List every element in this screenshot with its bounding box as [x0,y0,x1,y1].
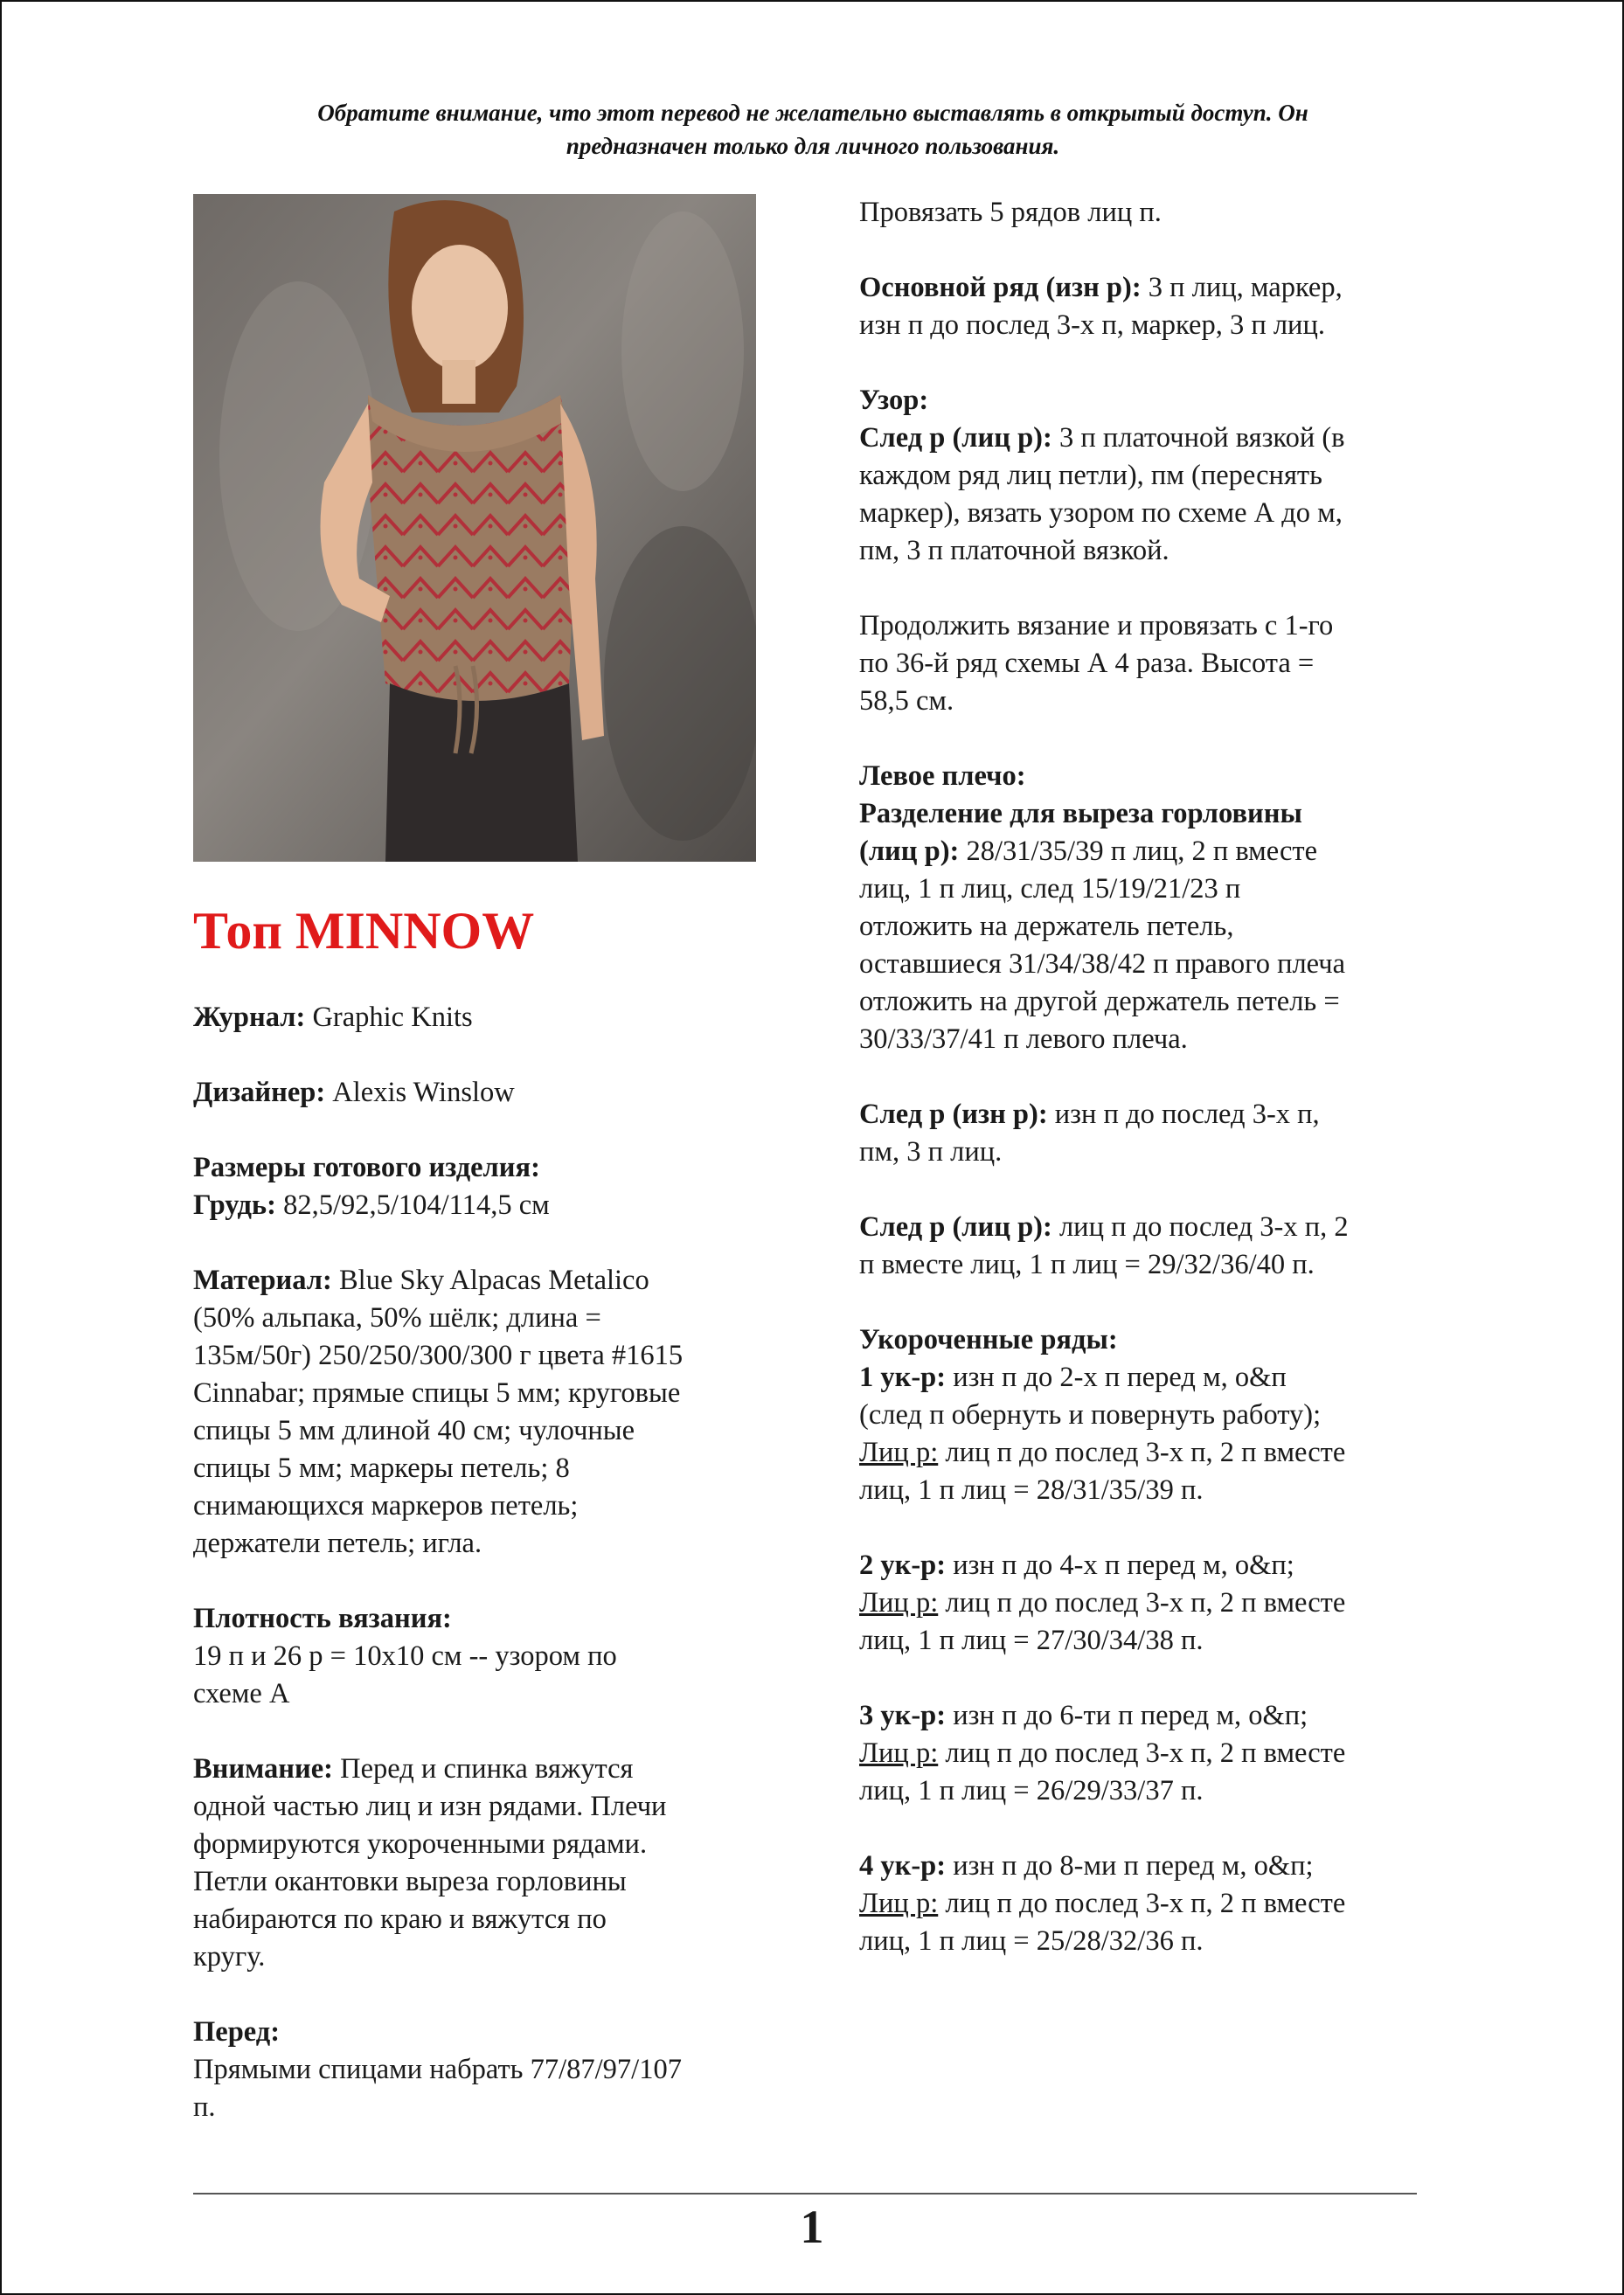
rs-row-underlined-label: Лиц р: [859,1437,939,1468]
sizes-section [193,1149,770,1224]
product-photo [193,194,756,862]
attention-label: Внимание: [193,1753,333,1785]
short-row-result: лиц, 1 п лиц = 25/28/32/36 п. [859,1925,1204,1957]
gauge-line: схеме А [193,1678,290,1709]
continue-section [859,607,1436,720]
short-rows-label: Укороченные ряды: [859,1324,1118,1356]
next-row-label: След р (лиц р): [859,422,1052,454]
attention-line: кругу. [193,1941,266,1973]
front-section [193,2014,770,2126]
front-line: Прямыми спицами набрать 77/87/97/107 [193,2054,682,2085]
material-section [193,1262,770,1563]
designer-label: Дизайнер: [193,1077,326,1108]
front-line: п. [193,2091,216,2123]
short-row-line: изн п до 6-ти п перед м, о&п; [946,1700,1308,1731]
material-line: (50% альпака, 50% шёлк; длина = [193,1302,601,1334]
rs-row-line: лиц п до послед 3-х п, 2 [1051,1211,1349,1243]
next-row-line: 3 п платочной вязкой (в [1051,422,1345,454]
material-line: спицы 5 мм; маркеры петель; 8 [193,1453,570,1484]
short-row-result: лиц, 1 п лиц = 26/29/33/37 п. [859,1775,1204,1806]
magazine-value: Graphic Knits [305,1002,473,1033]
page-number: 1 [800,2201,824,2253]
ws-row-label: След р (изн р): [859,1099,1048,1130]
short-row-2 [859,1547,1436,1660]
left-shoulder-label: Левое плечо: [859,760,1026,792]
left-shoulder-section [859,758,1436,1058]
designer-value: Alexis Winslow [325,1077,515,1108]
page-title: Топ MINNOW [193,902,535,960]
neck-split-line: 30/33/37/41 п левого плеча. [859,1023,1188,1055]
material-line: спицы 5 мм длиной 40 см; чулочные [193,1415,635,1446]
intro-rows [859,194,1436,232]
rs-row-underlined-label: Лиц р: [859,1888,939,1919]
neck-split-line: отложить на другой держатель петель = [859,986,1340,1017]
pattern-section [859,382,1436,570]
rs-row-label: След р (лиц р): [859,1211,1052,1243]
neck-split-label: Разделение для выреза горловины [859,798,1302,829]
continue-line: по 36-й ряд схемы А 4 раза. Высота = [859,648,1315,679]
model-photo-illustration [193,194,756,862]
next-row-line: маркер), вязать узором по схеме А до м, [859,497,1343,529]
short-row-label: 1 ук-р: [859,1362,947,1393]
base-row-line: изн п до послед 3-х п, маркер, 3 п лиц. [859,309,1325,341]
short-row-line: (след п обернуть и повернуть работу); [859,1399,1322,1431]
notice-line: предназначен только для личного пользования. [566,133,1060,159]
continue-line: 58,5 см. [859,685,954,717]
notice-line: Обратите внимание, что этот перевод не желательно выставлять в открытый доступ. Он [317,100,1308,126]
gauge-section [193,1600,770,1713]
attention-section [193,1751,770,1976]
short-row-rs-text: лиц п до послед 3-х п, 2 п вместе [938,1437,1346,1468]
short-row-rs-text: лиц п до послед 3-х п, 2 п вместе [938,1587,1346,1619]
footer-divider [193,2193,1417,2194]
magazine-info [193,999,770,1037]
short-row-4 [859,1848,1436,1960]
chest-value: 82,5/92,5/104/114,5 см [275,1189,550,1221]
gauge-line: 19 п и 26 р = 10х10 см -- узором по [193,1640,617,1672]
short-row-1 [859,1321,1436,1509]
designer-info [193,1074,770,1112]
copyright-notice [157,96,1468,163]
short-row-line: изн п до 2-х п перед м, о&п [946,1362,1287,1393]
base-row-line: 3 п лиц, маркер, [1141,272,1343,303]
attention-line: Перед и спинка вяжутся [333,1753,634,1785]
rs-row-underlined-label: Лиц р: [859,1587,939,1619]
short-row-rs-text: лиц п до послед 3-х п, 2 п вместе [938,1888,1346,1919]
ws-row-section [859,1096,1436,1171]
material-line: Blue Sky Alpacas Metalico [331,1265,649,1296]
short-row-rs-text: лиц п до послед 3-х п, 2 п вместе [938,1737,1346,1769]
material-line: снимающихся маркеров петель; [193,1490,579,1522]
chest-label: Грудь: [193,1189,276,1221]
ws-row-line: пм, 3 п лиц. [859,1136,1003,1168]
short-row-label: 4 ук-р: [859,1850,947,1882]
short-row-line: изн п до 4-х п перед м, о&п; [946,1550,1294,1581]
next-row-line: каждом ряд лиц петли), пм (переснять [859,460,1322,491]
base-row-label: Основной ряд (изн р): [859,272,1142,303]
short-row-result: лиц, 1 п лиц = 27/30/34/38 п. [859,1625,1204,1656]
material-line: 135м/50г) 250/250/300/300 г цвета #1615 [193,1340,684,1371]
sizes-label: Размеры готового изделия: [193,1152,540,1183]
magazine-label: Журнал: [193,1002,306,1033]
short-row-result: лиц, 1 п лиц = 28/31/35/39 п. [859,1474,1204,1506]
neck-split-line: оставшиеся 31/34/38/42 п правого плеча [859,948,1346,980]
rs-row-section [859,1209,1436,1284]
short-row-line: изн п до 8-ми п перед м, о&п; [946,1850,1314,1882]
rs-row-underlined-label: Лиц р: [859,1737,939,1769]
attention-line: набираются по краю и вяжутся по [193,1903,607,1935]
intro-line: Провязать 5 рядов лиц п. [859,197,1162,228]
short-row-label: 3 ук-р: [859,1700,947,1731]
neck-split-line: 28/31/35/39 п лиц, 2 п вместе [959,835,1318,867]
short-row-label: 2 ук-р: [859,1550,947,1581]
neck-split-line: лиц, 1 п лиц, след 15/19/21/23 п [859,873,1241,905]
attention-line: формируются укороченными рядами. [193,1828,648,1860]
ws-row-line: изн п до послед 3-х п, [1047,1099,1320,1130]
material-line: Cinnabar; прямые спицы 5 мм; круговые [193,1377,681,1409]
front-label: Перед: [193,2016,281,2048]
left-column [193,999,770,2164]
next-row-line: пм, 3 п платочной вязкой. [859,535,1169,566]
base-row-section [859,269,1436,344]
attention-line: одной частью лиц и изн рядами. Плечи [193,1791,667,1822]
gauge-label: Плотность вязания: [193,1603,452,1634]
right-column [859,194,1436,1998]
material-line: держатели петель; игла. [193,1528,482,1559]
rs-row-line: п вместе лиц, 1 п лиц = 29/32/36/40 п. [859,1249,1315,1280]
short-row-3 [859,1697,1436,1810]
attention-line: Петли окантовки выреза горловины [193,1866,627,1897]
pattern-label: Узор: [859,385,929,416]
neck-split-line: отложить на держатель петель, [859,911,1234,942]
material-label: Материал: [193,1265,332,1296]
neck-split-label: (лиц р): [859,835,960,867]
continue-line: Продолжить вязание и провязать с 1-го [859,610,1334,641]
